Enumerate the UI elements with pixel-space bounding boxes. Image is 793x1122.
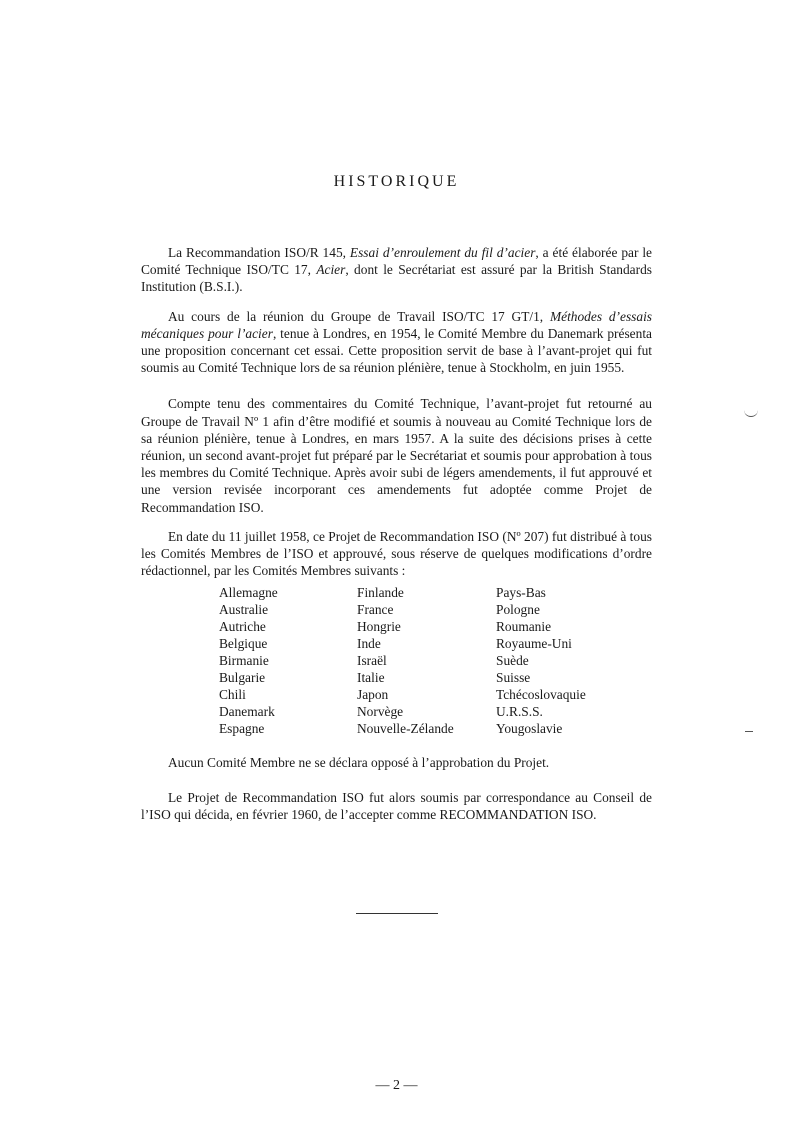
member-item: Birmanie (219, 653, 269, 668)
margin-mark (744, 408, 758, 417)
member-item: Pays-Bas (496, 585, 546, 600)
member-item: Suisse (496, 670, 531, 685)
member-item: Hongrie (357, 619, 401, 634)
paragraph-2-italic: Méthodes d’essais mécaniques pour l’acier (141, 308, 652, 341)
member-item: Norvège (357, 704, 404, 719)
member-item: Allemagne (219, 585, 278, 600)
paragraph-1-title-italic: Essai d’enroulement du fil d’acier (349, 245, 536, 260)
paragraph-3: Compte tenu des commentaires du Comité Technique, l’avant-projet fut retourné au Groupe de Travail Nº 1 afin d’être modifié et soumis à nouveau au Comité Technique lors de sa réunion plénière, tenue à Londres, en mars 1957. A la suite des décisions prises à cette réunion, un second avant-projet fut préparé par le Secrétariat et soumis pour approbation à tous les membres du Comité Technique. Après avoir subi de légers amendements, il fut approuvé et une version revisée incorporant ces amendements fut adoptée comme Projet de Recommandation ISO. (141, 396, 652, 515)
paragraph-2-text-a: Au cours de la réunion du Groupe de Travail ISO/TC 17 GT/1, (168, 308, 550, 324)
members-column-2 (357, 584, 454, 737)
member-item: Suède (496, 653, 529, 668)
paragraph-1 (141, 244, 652, 296)
paragraph-1-text-c: , a été élaborée par le Comité Technique ISO/TC 17, (141, 245, 652, 278)
paragraph-4: En date du 11 juillet 1958, ce Projet de Recommandation ISO (Nº 207) fut distribué à tous les Comités Membres de l’ISO et approuvé, sous réserve de quelques modifications d’ordre rédactionnel, par les Comités Membres suivants : (141, 528, 652, 579)
member-item: Royaume-Uni (496, 636, 572, 651)
paragraph-2 (141, 308, 652, 377)
member-item: Chili (219, 687, 246, 702)
member-item: Israël (357, 653, 387, 668)
paragraph-1-acier-italic: Acier (316, 262, 346, 278)
member-item: Danemark (219, 704, 275, 719)
member-item: Australie (219, 602, 269, 617)
member-item: Autriche (219, 619, 266, 634)
member-item: Italie (357, 670, 385, 685)
members-column-1 (219, 584, 278, 737)
member-item: Yougoslavie (496, 721, 563, 736)
member-item: Espagne (219, 721, 265, 736)
member-item: Belgique (219, 636, 268, 651)
members-column-3 (496, 584, 586, 737)
page-title: HISTORIQUE (333, 173, 460, 190)
paragraph-1-text-a: La Recommandation ISO/R 145, (168, 245, 350, 260)
paragraph-5: Aucun Comité Membre ne se déclara opposé à l’approbation du Projet. (168, 755, 550, 770)
margin-mark (745, 731, 753, 732)
member-item: Finlande (357, 585, 404, 600)
closing-paragraph-1 (141, 754, 652, 771)
body-text (141, 244, 652, 593)
member-item: Inde (357, 636, 381, 651)
member-item: U.R.S.S. (496, 704, 543, 719)
member-item: Japon (357, 687, 389, 702)
paragraph-1-text-e: , dont le Secrétariat est assuré par la British Standards Institution (B.S.I.). (141, 262, 652, 295)
paragraph-2-text-c: , tenue à Londres, en 1954, le Comité Membre du Danemark présenta une proposition concernant cet essai. Cette proposition servit de base à l’avant-projet qui fut soumis au Comité Technique lors de sa réunion plénière, tenue à Stockholm, en juin 1955. (141, 325, 652, 376)
closing-paragraph-2 (141, 789, 652, 823)
section-divider (356, 913, 438, 914)
member-item: France (357, 602, 394, 617)
member-item: Tchécoslovaquie (496, 687, 586, 702)
member-item: Bulgarie (219, 670, 266, 685)
member-item: Nouvelle-Zélande (357, 721, 454, 736)
page-number: — 2 — (375, 1078, 418, 1093)
member-item: Roumanie (496, 619, 552, 634)
member-item: Pologne (496, 602, 540, 617)
paragraph-6: Le Projet de Recommandation ISO fut alors soumis par correspondance au Conseil de l’ISO qui décida, en février 1960, de l’accepter comme RECOMMANDATION ISO. (141, 790, 652, 823)
